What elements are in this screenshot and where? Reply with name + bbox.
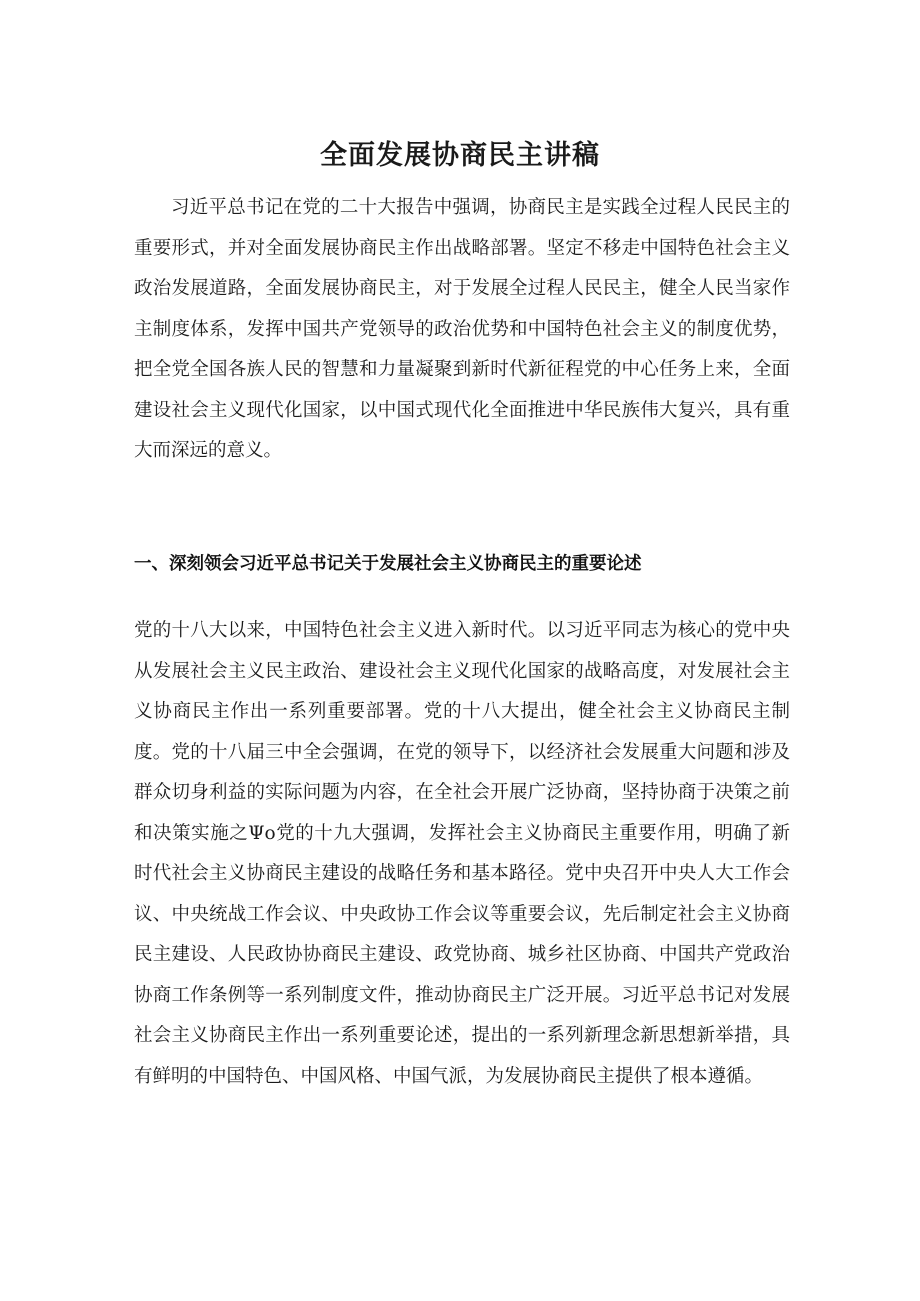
section-paragraph: 党的十八大以来，中国特色社会主义进入新时代。以习近平同志为核心的党中央从发展社会主义民主政治、建设社会主义现代化国家的战略高度，对发展社会主义协商民主作出一系列重要部署。党的十八大提出，健全社会主义协商民主制度。党的十八届三中全会强调，在党的领导下，以经济社会发展重大问题和涉及群众切身利益的实际问题为内容，在全社会开展广泛协商，坚持协商于决策之前和决策实施之Ψo党的十九大强调，发挥社会主义协商民主重要作用，明确了新时代社会主义协商民主建设的战略任务和基本路径。党中央召开中央人大工作会议、中央统战工作会议、中央政协工作会议等重要会议，先后制定社会主义协商民主建设、人民政协协商民主建设、政党协商、城乡社区协商、中国共产党政治协商工作条例等一系列制度文件，推动协商民主广泛开展。习近平总书记对发展社会主义协商民主作出一系列重要论述，提出的一系列新理念新思想新举措，具有鲜明的中国特色、中国风格、中国气派，为发展协商民主提供了根本遵循。	[134, 620, 790, 1087]
section-heading: 一、深刻领会习近平总书记关于发展社会主义协商民主的重要论述	[134, 554, 642, 574]
document-title: 全面发展协商民主讲稿	[320, 140, 600, 172]
intro-paragraph: 习近平总书记在党的二十大报告中强调，协商民主是实践全过程人民民主的重要形式，并对全面发展协商民主作出战略部署。坚定不移走中国特色社会主义政治发展道路，全面发展协商民主，对于发展全过程人民民主，健全人民当家作主制度体系，发挥中国共产党领导的政治优势和中国特色社会主义的制度优势，把全党全国各族人民的智慧和力量凝聚到新时代新征程党的中心任务上来，全面建设社会主义现代化国家，以中国式现代化全面推进中华民族伟大复兴，具有重大而深远的意义。	[134, 197, 790, 461]
